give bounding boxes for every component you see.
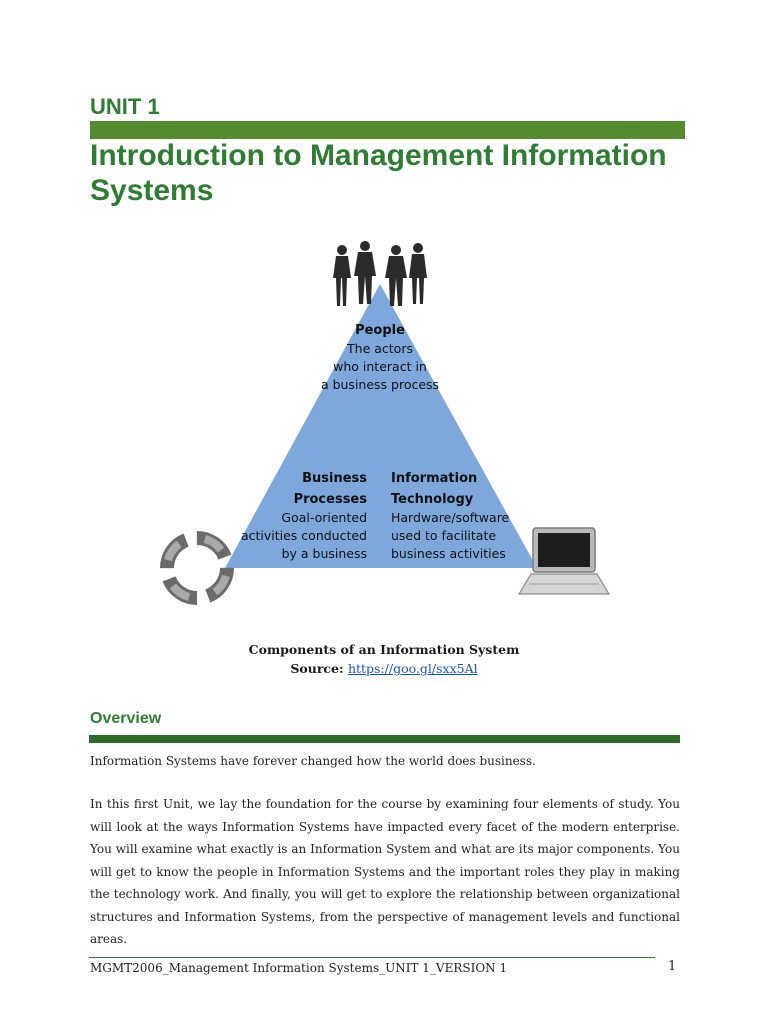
overview-heading: Overview <box>90 710 162 727</box>
information-technology-line: Hardware/software <box>391 510 510 525</box>
caption-source-label: Source: <box>290 661 344 676</box>
figure-caption-title: Components of an Information System <box>248 642 520 657</box>
business-processes-line: Goal-oriented <box>281 510 367 525</box>
footer-document-id: MGMT2006_Management Information Systems_UNIT 1_VERSION 1 <box>90 961 508 975</box>
business-processes-line: activities conducted <box>240 528 367 543</box>
information-technology-line: business activities <box>391 546 506 561</box>
people-line: a business process <box>320 377 440 392</box>
business-processes-heading: Business <box>302 471 367 486</box>
business-processes-heading: Processes <box>293 492 367 507</box>
page-title: Introduction to Management Information Systems <box>90 139 667 207</box>
page-number: 1 <box>668 959 677 974</box>
information-technology-line: used to facilitate <box>391 528 497 543</box>
overview-paragraph: Information Systems have forever changed how the world does business. <box>90 754 536 768</box>
information-technology-heading: Information <box>391 471 478 486</box>
information-system-components-figure <box>155 232 620 612</box>
footer-divider <box>89 957 655 958</box>
information-technology-heading: Technology <box>391 492 474 507</box>
unit-label: UNIT 1 <box>90 94 160 119</box>
figure-caption-source <box>0 661 768 676</box>
caption-source-link[interactable]: https://goo.gl/sxx5Al <box>347 661 478 676</box>
people-line: The actors <box>347 341 413 356</box>
people-line: who interact in <box>333 359 427 374</box>
process-cycle-icon <box>167 538 227 598</box>
laptop-icon <box>519 528 609 594</box>
business-processes-line: by a business <box>281 546 367 561</box>
unit-header-bar <box>90 121 685 139</box>
components-diagram <box>155 232 620 612</box>
overview-paragraph: In this first Unit, we lay the foundation for the course by examining four elements of study. You will look at the ways Information Systems have impacted every facet of the modern enterprise. You will examine what exactly is an Information System and what are its major components. You will get to know the people in Information Systems and the important roles they play in making the technology work. And finally, you will get to explore the relationship between organizational structures and Information Systems, from the perspective of management levels and functional areas. <box>90 797 680 946</box>
people-heading: People <box>355 323 405 338</box>
overview-divider-bar <box>89 735 680 743</box>
